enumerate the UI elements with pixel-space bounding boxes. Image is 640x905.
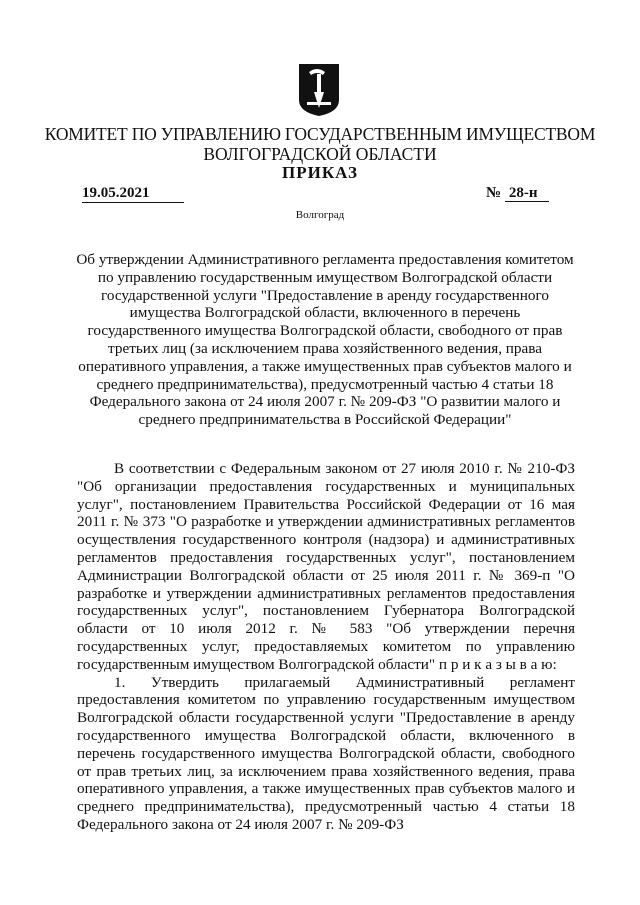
document-body	[77, 460, 575, 834]
document-title: Об утверждении Административного регламента предоставления комитетом по управлению государственным имуществом Волгоградской области государственной услуги "Предоставление в аренду государственного имущества Волгоградской области, включенного в перечень государственного имущества Волгоградской области, свободного от прав третьих лиц (за исключением права хозяйственного ведения, права оперативного управления, а также имущественных прав субъектов малого и среднего предпринимательства), предусмотренный частью 4 статьи 18 Федерального закона от 24 июля 2007 г. № 209-ФЗ "О развитии малого и среднего предпринимательства в Российской Федерации"	[76, 251, 574, 429]
document-type: ПРИКАЗ	[282, 163, 358, 182]
city: Волгоград	[295, 209, 345, 221]
coat-of-arms-icon	[297, 62, 341, 118]
organization-region: ВОЛГОГРАДСКОЙ ОБЛАСТИ	[203, 144, 437, 164]
number-value: 28-н	[505, 185, 550, 202]
document-date: 19.05.2021	[82, 184, 184, 203]
organization-name: КОМИТЕТ ПО УПРАВЛЕНИЮ ГОСУДАРСТВЕННЫМ ИМУЩЕСТВОМ	[44, 124, 596, 144]
number-sign: №	[486, 185, 502, 201]
preamble-paragraph: В соответствии с Федеральным законом от 27 июля 2010 г. № 210-ФЗ "Об организации предоставления государственных и муниципальных услуг", постановлением Правительства Российской Федерации от 16 мая 2011 г. № 373 "О разработке и утверждении административных регламентов осуществления государственного контроля (надзора) и административных регламентов предоставления государственных услуг", постановлением Администрации Волгоградской области от 25 июля 2011 г. № 369-п "О разработке и утверждении административных регламентов предоставления государственных услуг", постановлением Губернатора Волгоградской области от 10 июля 2012 г. № 583 "Об утверждении перечня государственных услуг, предоставляемых комитетом по управлению государственным имуществом Волгоградской области" п р и к а з ы в а ю:	[77, 460, 575, 673]
document-number	[486, 184, 549, 202]
item-1-paragraph: 1. Утвердить прилагаемый Административный регламент предоставления комитетом по управлению государственным имуществом Волгоградской области государственной услуги "Предоставление в аренду государственного имущества Волгоградской области, включенного в перечень государственного имущества Волгоградской области, свободного от прав третьих лиц, за исключением права хозяйственного ведения, права оперативного управления, а также имущественных прав субъектов малого и среднего предпринимательства), предусмотренный частью 4 статьи 18 Федерального закона от 24 июля 2007 г. № 209-ФЗ	[77, 673, 575, 833]
